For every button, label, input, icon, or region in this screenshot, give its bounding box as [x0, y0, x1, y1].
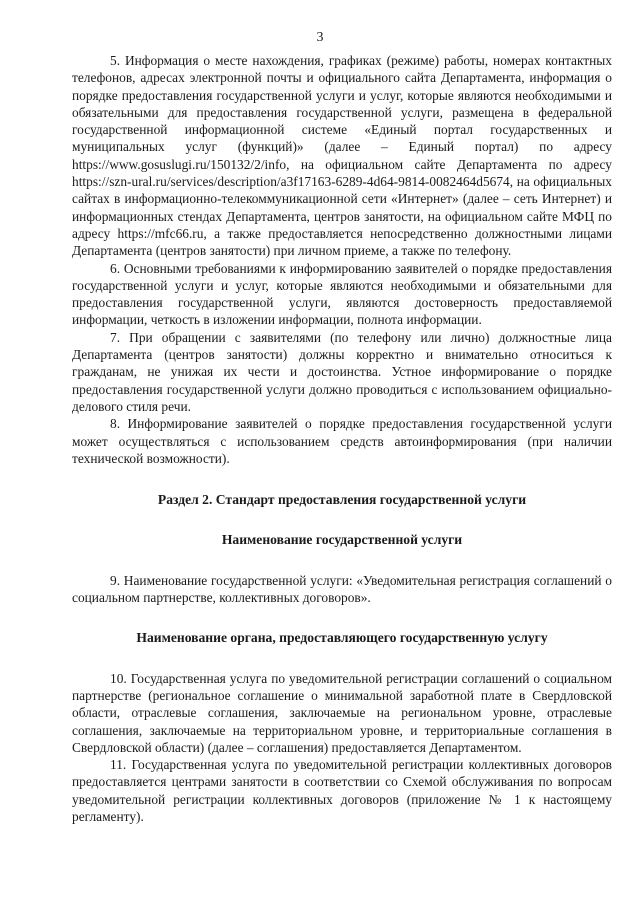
paragraph-6: 6. Основными требованиями к информированию заявителей о порядке предоставления государственной услуги и услуг, которые являются необходимыми и обязательными для предоставления государственной услуги, являются достоверность предоставляемой информации, четкость в изложении информации, полнота информации.	[72, 260, 612, 328]
subheading-providing-body: Наименование органа, предоставляющего государственную услугу	[136, 630, 548, 646]
paragraph-8: 8. Информирование заявителей о порядке предоставления государственной услуги может осуществляться с использованием средств автоинформирования (при наличии технической возможности).	[72, 416, 612, 466]
paragraph-5: 5. Информация о месте нахождения, графиках (режиме) работы, номерах контактных телефонов, адресах электронной почты и официального сайта Департамента, информация о порядке предоставления государственной услуги и услуг, которые являются необходимыми и обязательными для предоставления государственной услуги, размещена в федеральной государственной информационной системе «Единый портал государственных и муниципальных услуг (функций)» (далее – Единый портал) по адресу https://www.gosuslugi.ru/150132/2/info, на официальном сайте Департамента по адресу https://szn-ural.ru/services/description/a3f17163-6289-4d64-9814-0082464d5674, на официальных сайтах в информационно-телекоммуникационной сети «Интернет» (далее – сеть Интернет) и информационных стендах Департамента, центров занятости, на официальном сайте МФЦ по адресу https://mfc66.ru, а также предоставляется непосредственно должностными лицами Департамента (центров занятости) при личном приеме, а также по телефону.	[72, 53, 612, 259]
paragraph-10: 10. Государственная услуга по уведомительной регистрации соглашений о социальном партнерстве (региональное соглашение о минимальной заработной плате в Свердловской области, отраслевые соглашения, заключаемые на региональном уровне, отраслевые соглашения, заключаемые на территориальном уровне, и территориальные соглашения в Свердловской области) (далее – соглашения) предоставляется Департаментом.	[72, 670, 612, 755]
paragraph-7: 7. При обращении с заявителями (по телефону или лично) должностные лица Департамента (центров занятости) должны корректно и внимательно относиться к гражданам, не унижая их чести и достоинства. Устное информирование о порядке предоставления государственной услуги должно проводиться с использованием официально-делового стиля речи.	[72, 329, 612, 414]
document-body	[72, 52, 612, 825]
section-heading: Раздел 2. Стандарт предоставления государственной услуги	[157, 492, 527, 508]
subheading-service-name: Наименование государственной услуги	[221, 532, 463, 548]
page-number: 3	[316, 30, 324, 45]
paragraph-11: 11. Государственная услуга по уведомительной регистрации коллективных договоров предоставляется центрами занятости в соответствии со Схемой обслуживания по вопросам уведомительной регистрации коллективных договоров (приложение № 1 к настоящему регламенту).	[72, 757, 612, 824]
paragraph-9: 9. Наименование государственной услуги: «Уведомительная регистрация соглашений о социальном партнерстве, коллективных договоров».	[72, 572, 612, 606]
